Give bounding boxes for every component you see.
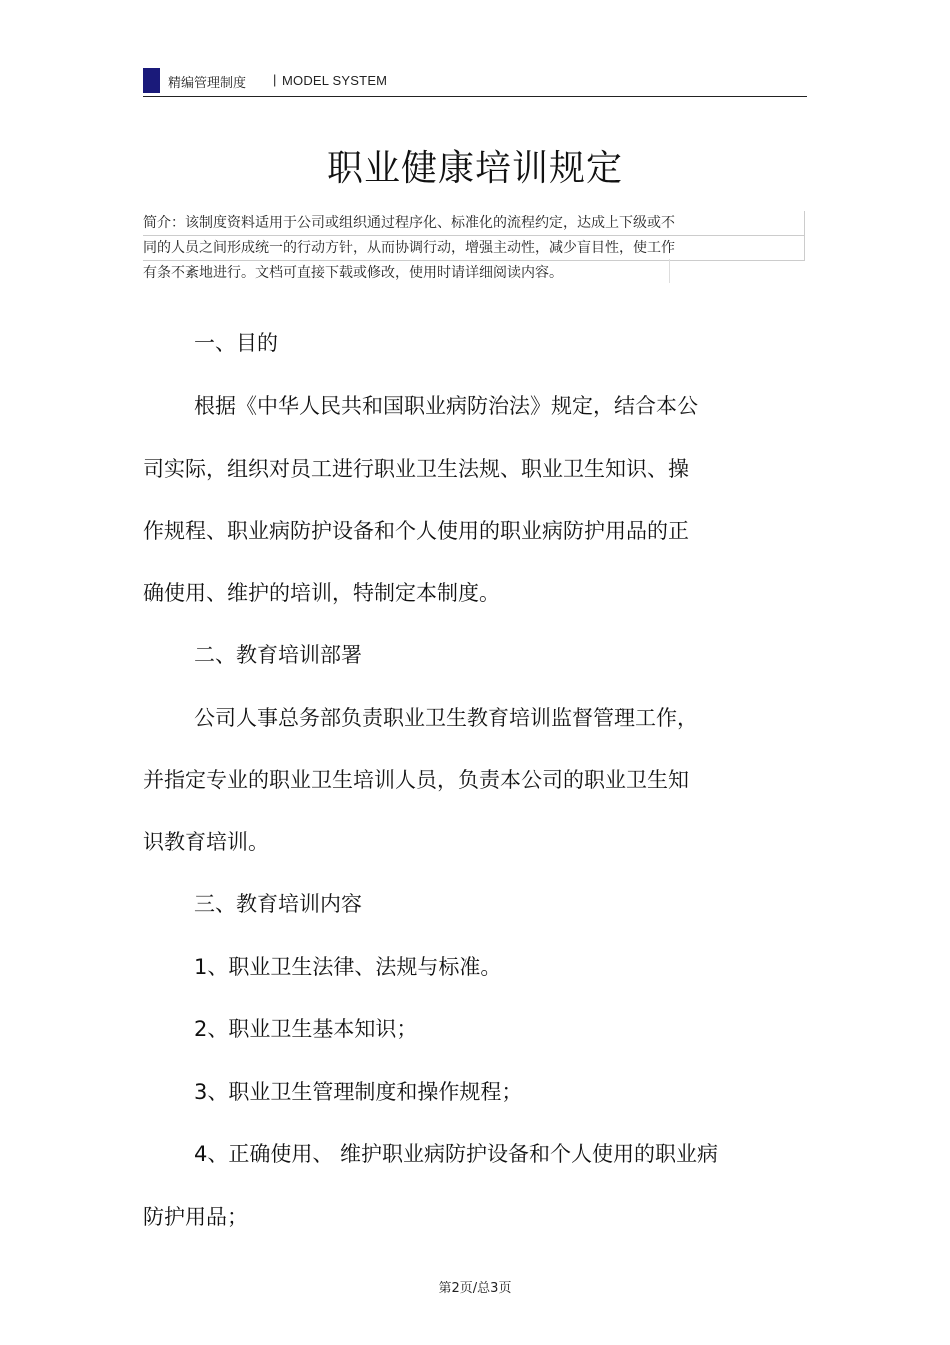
header-separator: | [273,72,277,87]
header-brand: 精编管理制度 [168,76,247,91]
header-subtitle: MODEL SYSTEM [282,73,388,88]
paragraph-line: 作规程、职业病防护设备和个人使用的职业病防护用品的正 [143,519,689,543]
list-item: 2、职业卫生基本知识； [194,1017,418,1041]
section-heading-deployment: 二、教育培训部署 [194,643,362,667]
paragraph-line: 司实际，组织对员工进行职业卫生法规、职业卫生知识、操 [143,457,689,481]
brand-logo-icon [143,68,160,93]
list-item: 3、职业卫生管理制度和操作规程； [194,1080,523,1104]
section-heading-purpose: 一、目的 [194,331,278,355]
paragraph-line: 公司人事总务部负责职业卫生教育培训监督管理工作， [194,706,698,730]
intro-box [143,211,805,285]
page-header [143,66,807,97]
intro-line: 同的人员之间形成统一的行动方针，从而协调行动，增强主动性，减少盲目性，使工作 [143,236,805,261]
paragraph-line: 确使用、维护的培训，特制定本制度。 [143,581,500,605]
section-heading-content: 三、教育培训内容 [194,892,362,916]
paragraph-line: 根据《中华人民共和国职业病防治法》规定，结合本公 [194,394,698,418]
paragraph-line: 并指定专业的职业卫生培训人员，负责本公司的职业卫生知 [143,768,689,792]
intro-line: 有条不紊地进行。文档可直接下载或修改，使用时请详细阅读内容。 [143,265,563,281]
list-item: 1、职业卫生法律、法规与标准。 [194,955,502,979]
list-item-continuation: 防护用品； [143,1205,248,1229]
intro-line: 简介：该制度资料适用于公司或组织通过程序化、标准化的流程约定，达成上下级或不 [143,211,805,236]
document-title: 职业健康培训规定 [326,148,623,189]
list-item: 4、正确使用、 维护职业病防护设备和个人使用的职业病 [194,1142,719,1166]
divider [669,259,670,283]
paragraph-line: 识教育培训。 [143,830,269,854]
page-number: 第2页/总3页 [438,1281,512,1296]
